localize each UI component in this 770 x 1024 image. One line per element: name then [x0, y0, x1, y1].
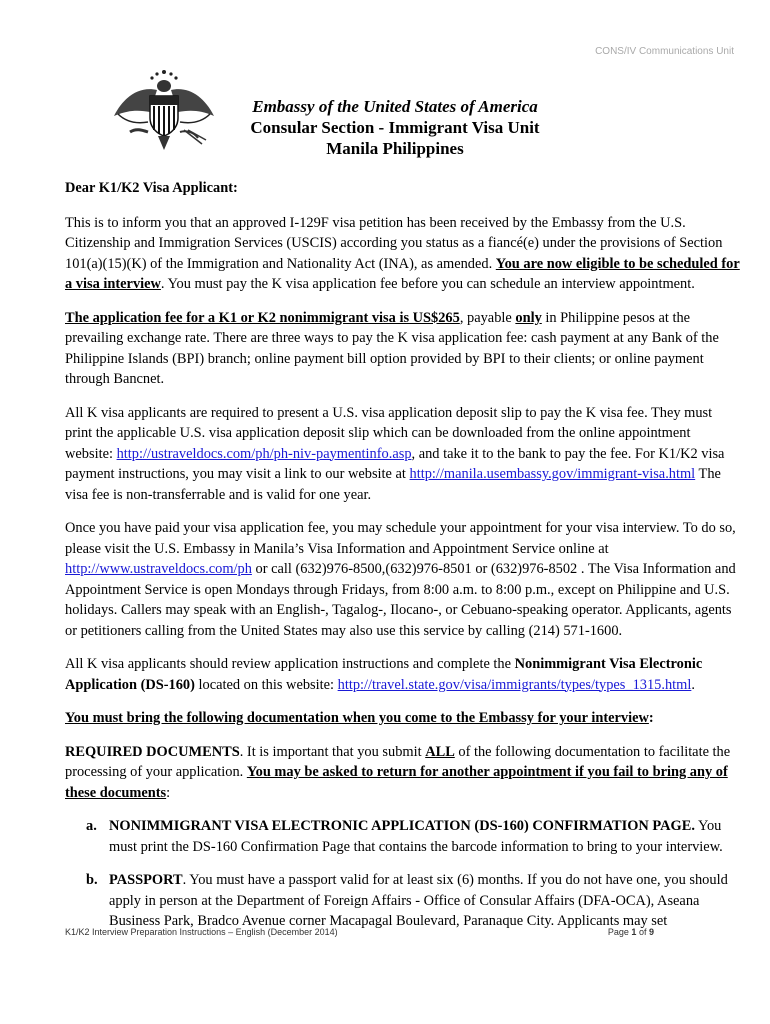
embassy-title-block [0, 96, 770, 159]
title-consular-section: Consular Section - Immigrant Visa Unit [250, 118, 540, 137]
p5-text: All K visa applicants should review application instructions and complete the [65, 656, 515, 672]
paragraph-required-documents [65, 742, 740, 804]
greeting: Dear K1/K2 Visa Applicant: [65, 180, 238, 196]
required-documents-list [65, 816, 740, 932]
p7-text: . It is important that you submit [239, 743, 426, 760]
p3-text-mid: , and take it to the bank to pay the fee. For K1/K2 visa payment instructions, you may visit a link to our website at [65, 445, 725, 482]
footer-document-title: K1/K2 Interview Preparation Instructions – English (December 2014) [65, 927, 338, 937]
paragraph-bring-docs [65, 708, 740, 729]
list-marker: a. [86, 818, 97, 834]
immigrant-visa-link[interactable]: http://manila.usembassy.gov/immigrant-visa.html [409, 466, 696, 482]
p4-text: Once you have paid your visa application fee, you may schedule your appointment for your visa interview. To do so, please visit the U.S. Embassy in Manila’s Visa Information and Appointment Service online at [65, 520, 736, 557]
title-location: Manila Philippines [326, 139, 464, 158]
list-marker: b. [86, 872, 98, 888]
p7-all-emphasis: ALL [425, 743, 455, 760]
page-total: 9 [648, 927, 654, 937]
list-item-title: NONIMMIGRANT VISA ELECTRONIC APPLICATION (DS-160) CONFIRMATION PAGE. [109, 818, 695, 834]
p7-warning-emphasis: You may be asked to return for another appointment if you fail to bring any of these documents [65, 764, 728, 801]
p5-text-mid: located on this website: [194, 676, 338, 693]
ustraveldocs-link[interactable]: http://www.ustraveldocs.com/ph [65, 561, 252, 577]
p3-text-end: The visa fee is non-transferrable and is valid for one year. [65, 466, 721, 503]
p1-text-end: . You must pay the K visa application fee before you can schedule an interview appointment. [160, 276, 695, 292]
p7-text-end: : [166, 784, 171, 801]
p2-text-end: in Philippine pesos at the prevailing exchange rate. There are three ways to pay the K visa application fee: cash payment at any Bank of the Philippine Islands (BPI) branch; online payment bill option provided by BPI to their clients; or online payment through Bancnet. [65, 309, 719, 387]
page-label: Page [607, 927, 629, 937]
p1-eligible-emphasis: You are now eligible to be scheduled for a visa interview [65, 255, 740, 292]
header-unit-label: CONS/IV Communications Unit [595, 46, 734, 57]
p1-text: This is to inform you that an approved I-129F visa petition has been received by the Embassy from the U.S. Citizenship and Immigration Services (USCIS) according you status as a fiancé(e) under the provisions of Section 101(a)(15)(K) of the Immigration and Nationality Act (INA), as amended. [65, 214, 723, 272]
required-documents-label: REQUIRED DOCUMENTS [65, 743, 240, 760]
paragraph-deposit-slip [65, 403, 740, 506]
p4-text-end: or call (632)976-8500,(632)976-8501 or (632)976-8502 . The Visa Information and Appointment Service is open Mondays through Fridays, from 8:00 a.m. to 8:00 p.m., except on Philippine and U.S. holidays. Callers may speak with an English-, Tagalog-, Ilocano-, or Cebuano-speaking operator. Applicants, agents or petitioners calling from the United States may also use this service by calling (214) 571-1600. [65, 561, 736, 639]
payment-info-link[interactable]: http://ustraveldocs.com/ph/ph-niv-paymentinfo.asp [116, 445, 412, 462]
list-item [65, 870, 740, 932]
p2-fee-emphasis: The application fee for a K1 or K2 nonimmigrant visa is US$265 [65, 309, 460, 326]
letter-body [65, 178, 740, 945]
p5-ds160-emphasis: Nonimmigrant Visa Electronic Application (DS-160) [65, 656, 703, 693]
p5-text-end: . [691, 676, 695, 693]
paragraph-schedule-appointment [65, 518, 740, 641]
p2-only-emphasis: only [515, 309, 542, 326]
bring-docs-colon: : [648, 710, 654, 726]
paragraph-ds160 [65, 654, 740, 695]
bring-docs-heading: You must bring the following documentation when you come to the Embassy for your interview [65, 710, 649, 726]
paragraph-application-fee [65, 308, 740, 390]
paragraph-petition-received [65, 213, 740, 295]
travel-state-link[interactable]: http://travel.state.gov/visa/immigrants/types/types_1315.html [337, 676, 692, 693]
page-of: of [638, 927, 647, 937]
p3-text: All K visa applicants are required to present a U.S. visa application deposit slip to pay the K visa fee. They must print the applicable U.S. visa application deposit slip which can be downloaded from the online appointment website: [65, 404, 713, 462]
p2-text: , payable [459, 309, 516, 326]
list-item-text: . You must have a passport valid for at least six (6) months. If you do not have one, you should apply in person at the Department of Foreign Affairs - Office of Consular Affairs (DFA-OCA), Aseana Business Park, Bradco Avenue corner Macapagal Boulevard, Paranaque City. Applicants may set [109, 872, 728, 929]
page-current: 1 [631, 927, 637, 937]
footer-page-number [608, 927, 654, 937]
p7-text-mid: of the following documentation to facilitate the processing of your application. [65, 743, 731, 780]
title-embassy: Embassy of the United States of America [252, 97, 538, 116]
list-item-text: You must print the DS-160 Confirmation Page that contains the barcode information to bring to your interview. [109, 818, 723, 855]
list-item [65, 816, 740, 857]
list-item-title: PASSPORT [109, 872, 183, 888]
